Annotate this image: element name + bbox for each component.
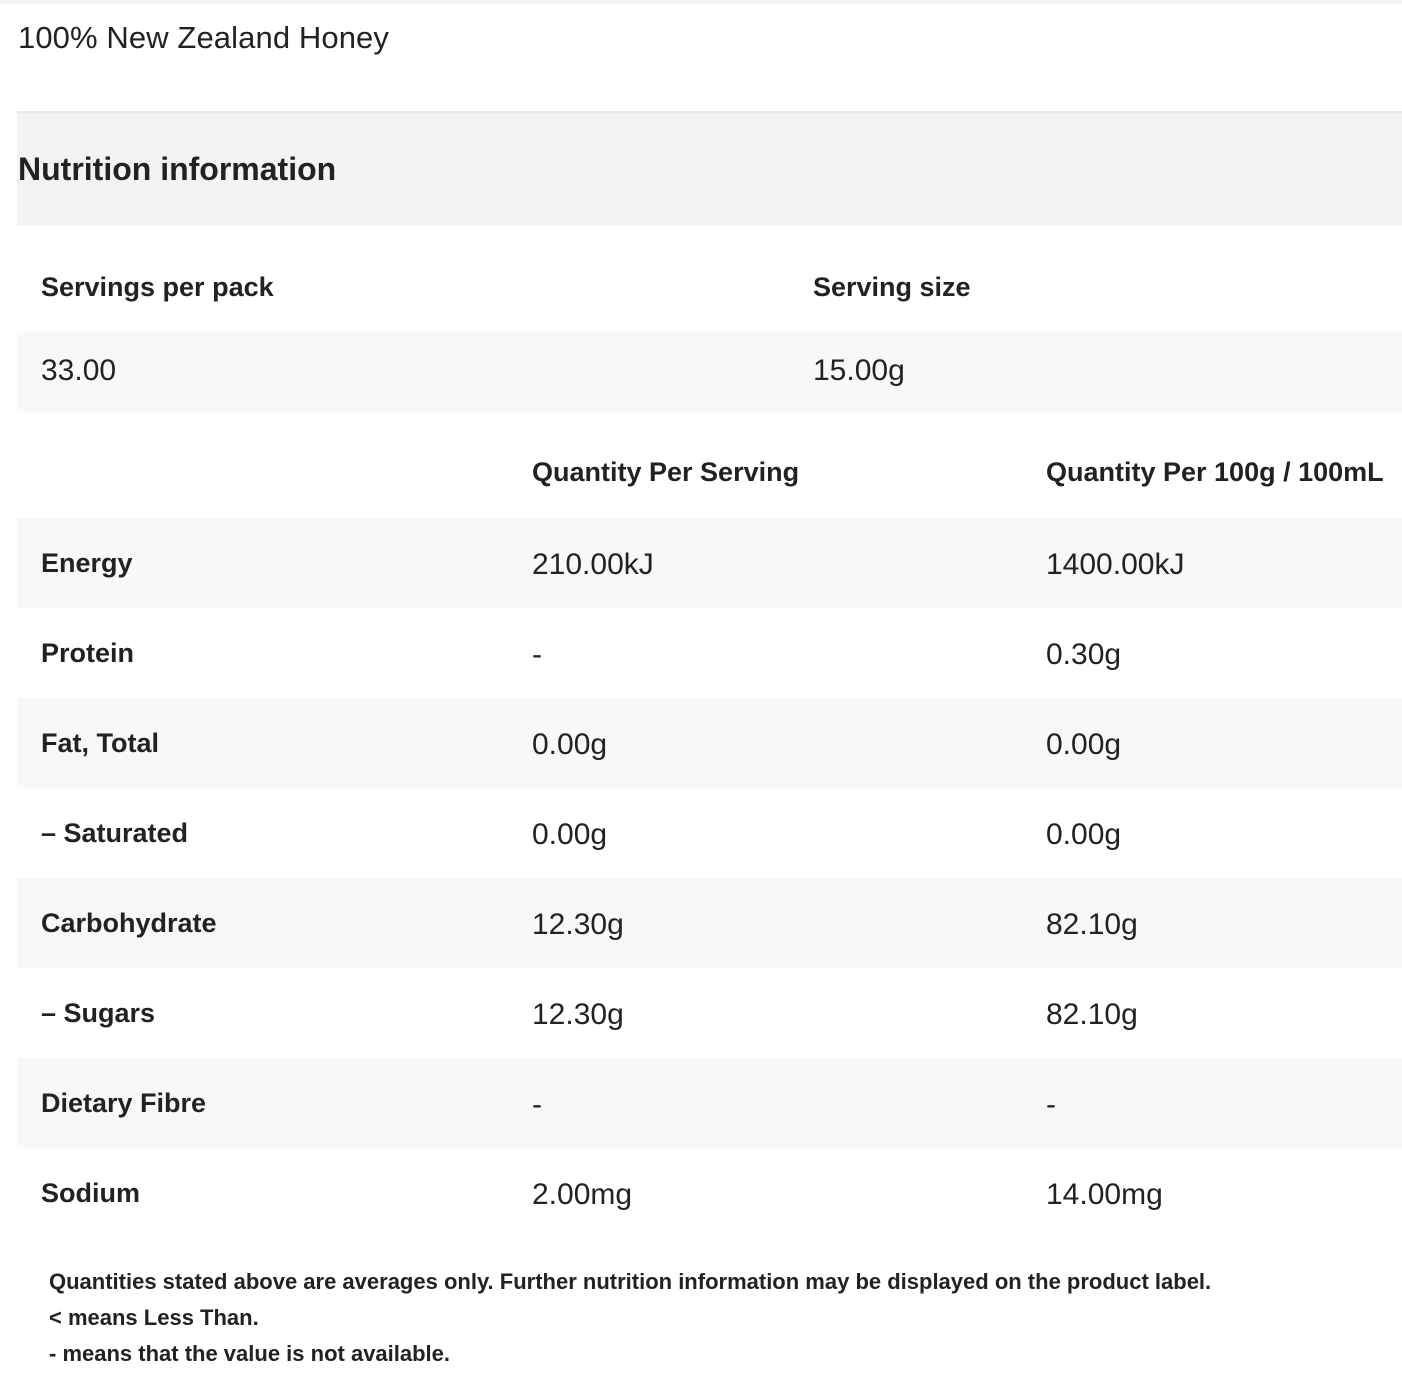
nutrient-name: Fat, Total	[41, 728, 159, 758]
per-100-value: 0.00g	[1046, 728, 1122, 761]
table-row	[17, 878, 1402, 968]
table-header-row	[17, 412, 1402, 518]
per-serving-value: 0.00g	[532, 818, 608, 851]
nutrient-name: Protein	[41, 638, 135, 668]
table-row	[17, 518, 1402, 608]
per-100-value: 0.30g	[1046, 638, 1122, 671]
per-100-value: 82.10g	[1046, 998, 1138, 1031]
servings-per-pack-label: Servings per pack	[41, 272, 274, 302]
nutrient-name: Sodium	[41, 1178, 140, 1208]
nutrient-name: Energy	[41, 548, 133, 578]
servings-value-row	[17, 332, 1402, 412]
table-row	[17, 608, 1402, 698]
servings-label-row	[17, 226, 1402, 332]
per-serving-value: 210.00kJ	[532, 548, 654, 581]
table-row	[17, 1148, 1402, 1238]
footnote-averages: Quantities stated above are averages only. Further nutrition information may be displayed on the product label.	[49, 1269, 1212, 1294]
nutrition-heading: Nutrition information	[18, 151, 337, 187]
per-serving-value: 12.30g	[532, 998, 624, 1031]
serving-size-label: Serving size	[813, 272, 971, 302]
nutrition-header	[17, 113, 1402, 226]
per-100-value: 0.00g	[1046, 818, 1122, 851]
per-serving-value: 12.30g	[532, 908, 624, 941]
table-row	[17, 788, 1402, 878]
footnote-less-than: < means Less Than.	[49, 1305, 259, 1330]
top-border	[0, 0, 1402, 4]
per-100-value: 1400.00kJ	[1046, 548, 1185, 581]
per-serving-value: -	[532, 1088, 542, 1121]
footnote-not-available: - means that the value is not available.	[49, 1341, 451, 1366]
per-100-value: 82.10g	[1046, 908, 1138, 941]
nutrient-name: Dietary Fibre	[41, 1088, 207, 1118]
serving-size-value: 15.00g	[813, 354, 905, 387]
servings-per-pack-value: 33.00	[41, 354, 117, 387]
per-100-value: 14.00mg	[1046, 1178, 1163, 1211]
per-serving-value: -	[532, 638, 542, 671]
nutrient-name: – Sugars	[41, 998, 156, 1028]
per-serving-value: 2.00mg	[532, 1178, 633, 1211]
nutrient-name: – Saturated	[41, 818, 189, 848]
per-serving-value: 0.00g	[532, 728, 608, 761]
column-header-per-serving: Quantity Per Serving	[532, 457, 800, 487]
per-100-value: -	[1046, 1088, 1056, 1121]
product-title: 100% New Zealand Honey	[18, 20, 389, 55]
table-row	[17, 968, 1402, 1058]
table-row	[17, 1058, 1402, 1148]
footnotes	[49, 1264, 1211, 1372]
table-row	[17, 698, 1402, 788]
nutrient-name: Carbohydrate	[41, 908, 217, 938]
column-header-per-100: Quantity Per 100g / 100mL	[1046, 457, 1384, 487]
